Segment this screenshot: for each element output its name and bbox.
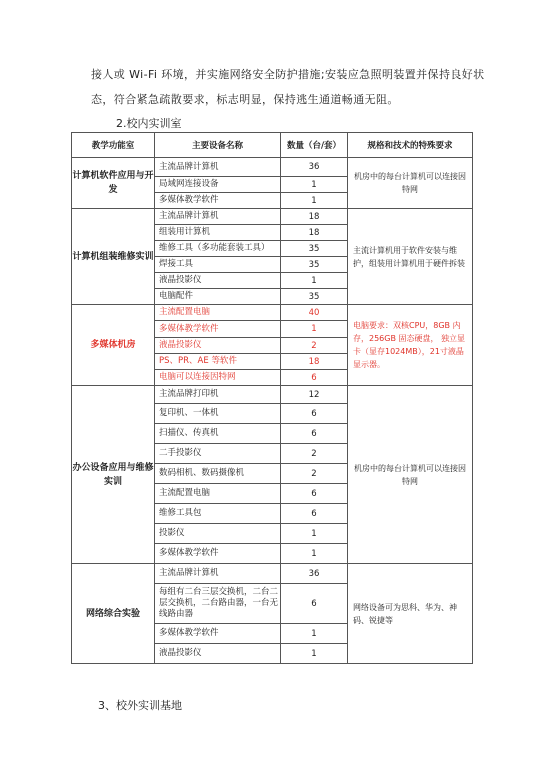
room-name: 办公设备应用与维修实训 — [72, 386, 155, 564]
table-header-row — [72, 133, 473, 158]
table-row — [72, 209, 473, 225]
equipment-cell: 主流品牌计算机 — [155, 564, 281, 584]
quantity-cell: 12 — [281, 386, 348, 404]
quantity-cell: 2 — [281, 338, 348, 354]
quantity-cell: 1 — [281, 624, 348, 644]
header-quantity: 数量（台/套） — [281, 133, 348, 158]
quantity-cell: 1 — [281, 544, 348, 564]
equipment-cell: 多媒体教学软件 — [155, 544, 281, 564]
quantity-cell: 18 — [281, 225, 348, 241]
equipment-cell: 数码相机、数码摄像机 — [155, 464, 281, 484]
equipment-cell: PS、PR、AE 等软件 — [155, 354, 281, 370]
quantity-cell: 1 — [281, 321, 348, 338]
header-requirements: 规格和技术的特殊要求 — [348, 133, 473, 158]
section-3-heading: 3、校外实训基地 — [98, 699, 182, 712]
equipment-cell: 多媒体教学软件 — [155, 624, 281, 644]
equipment-cell: 组装用计算机 — [155, 225, 281, 241]
quantity-cell: 1 — [281, 524, 348, 544]
quantity-cell: 35 — [281, 241, 348, 257]
section-2-heading: 2.校内实训室 — [116, 117, 182, 130]
requirement-cell: 网络设备可为思科、华为、神码、锐捷等 — [348, 564, 473, 664]
header-function-room: 教学功能室 — [72, 133, 155, 158]
quantity-cell: 40 — [281, 305, 348, 321]
quantity-cell: 36 — [281, 564, 348, 584]
quantity-cell: 6 — [281, 370, 348, 386]
quantity-cell: 2 — [281, 464, 348, 484]
equipment-cell: 多媒体教学软件 — [155, 321, 281, 338]
table-row — [72, 564, 473, 584]
equipment-cell: 扫描仪、传真机 — [155, 424, 281, 444]
equipment-cell: 液晶投影仪 — [155, 338, 281, 354]
header-equipment: 主要设备名称 — [155, 133, 281, 158]
quantity-cell: 36 — [281, 158, 348, 177]
equipment-cell: 液晶投影仪 — [155, 644, 281, 664]
quantity-cell: 1 — [281, 273, 348, 289]
quantity-cell: 6 — [281, 584, 348, 624]
equipment-cell: 主流配置电脑 — [155, 484, 281, 504]
room-name: 计算机软件应用与开发 — [72, 158, 155, 209]
equipment-cell: 主流品牌打印机 — [155, 386, 281, 404]
equipment-cell: 二手投影仪 — [155, 444, 281, 464]
equipment-cell: 维修工具（多功能套装工具） — [155, 241, 281, 257]
quantity-cell: 1 — [281, 193, 348, 209]
intro-line-2: 态，符合紧急疏散要求，标志明显，保持逃生通道畅通无阻。 — [91, 93, 399, 106]
equipment-cell: 主流品牌计算机 — [155, 158, 281, 177]
equipment-cell: 维修工具包 — [155, 504, 281, 524]
equipment-cell: 主流配置电脑 — [155, 305, 281, 321]
quantity-cell: 6 — [281, 404, 348, 424]
equipment-cell: 焊接工具 — [155, 257, 281, 273]
requirement-cell: 电脑要求：双核CPU，8GB 内存，256GB 固态硬盘， 独立显卡（显存1024MB），21寸液晶显示器。 — [348, 305, 473, 386]
equipment-cell: 投影仪 — [155, 524, 281, 544]
equipment-cell: 电脑可以连接因特网 — [155, 370, 281, 386]
quantity-cell: 18 — [281, 354, 348, 370]
quantity-cell: 6 — [281, 484, 348, 504]
room-name: 网络综合实验 — [72, 564, 155, 664]
quantity-cell: 2 — [281, 444, 348, 464]
requirement-cell: 机房中的每台计算机可以连接因特网 — [348, 386, 473, 564]
equipment-cell: 每组有二台三层交换机，二台二层交换机，二台路由器，一台无线路由器 — [155, 584, 281, 624]
table-row — [72, 305, 473, 321]
intro-line-1: 接人或 Wi-Fi 环境，并实施网络安全防护措施;安装应急照明装置并保持良好状 — [91, 68, 485, 81]
equipment-table — [71, 132, 473, 664]
equipment-cell: 局域网连接设备 — [155, 177, 281, 193]
quantity-cell: 35 — [281, 289, 348, 305]
quantity-cell: 6 — [281, 504, 348, 524]
equipment-cell: 复印机、一体机 — [155, 404, 281, 424]
equipment-cell: 主流品牌计算机 — [155, 209, 281, 225]
quantity-cell: 18 — [281, 209, 348, 225]
equipment-cell: 液晶投影仪 — [155, 273, 281, 289]
room-name: 计算机组装维修实训 — [72, 209, 155, 305]
quantity-cell: 1 — [281, 644, 348, 664]
table-row — [72, 158, 473, 177]
quantity-cell: 6 — [281, 424, 348, 444]
requirement-cell: 主流计算机用于软件安装与维护，组装用计算机用于硬件拆装 — [348, 209, 473, 305]
room-name: 多媒体机房 — [72, 305, 155, 386]
equipment-cell: 多媒体教学软件 — [155, 193, 281, 209]
requirement-cell: 机房中的每台计算机可以连接因特网 — [348, 158, 473, 209]
quantity-cell: 35 — [281, 257, 348, 273]
quantity-cell: 1 — [281, 177, 348, 193]
table-row — [72, 386, 473, 404]
equipment-cell: 电脑配件 — [155, 289, 281, 305]
